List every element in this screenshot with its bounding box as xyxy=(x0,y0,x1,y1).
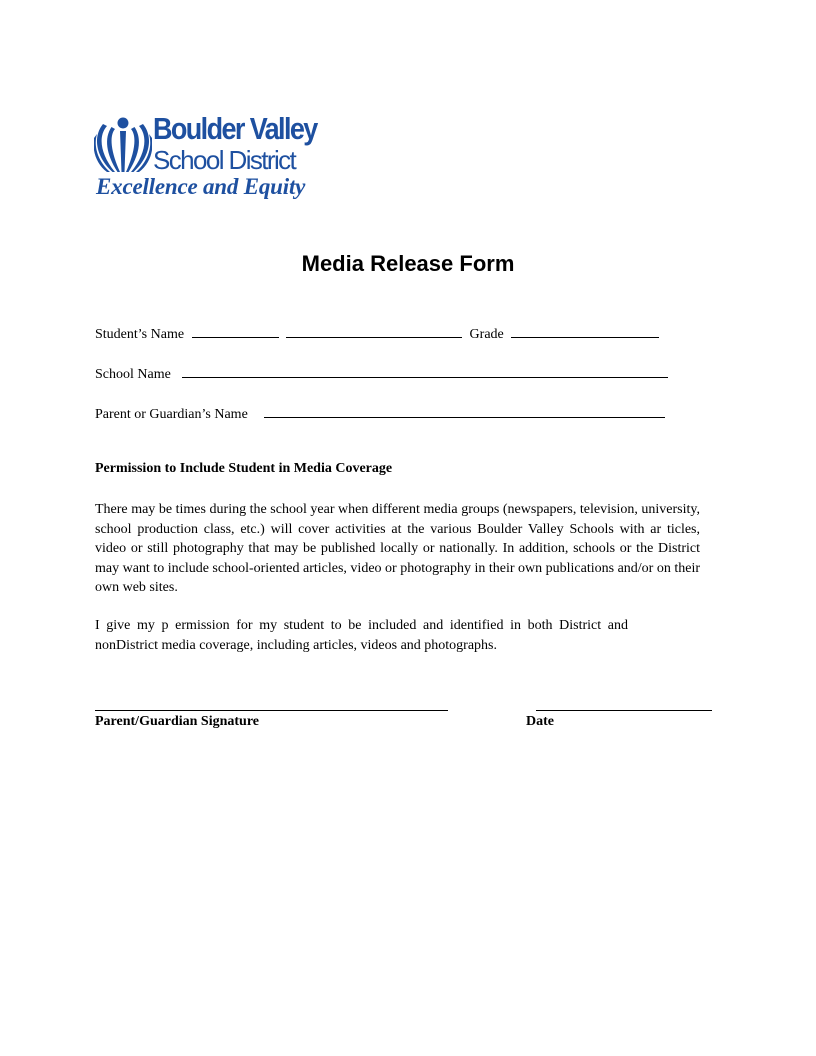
date-label: Date xyxy=(526,714,554,729)
parent-name-line[interactable] xyxy=(264,403,665,418)
student-row xyxy=(95,323,663,343)
grade-label: Grade xyxy=(469,327,504,342)
parent-row xyxy=(95,403,669,423)
media-paragraph: There may be times during the school year when different media groups (newspapers, television, university, school production class, etc.) will cover activities at the various Boulder Valley Schools with ar ticles, video or still photography that may be published locally or nationally. In addition, schools or the District may want to include school-oriented articles, video or photography in their own publications and/or on their own web sites. xyxy=(95,502,700,595)
bvsd-fan-logo-icon xyxy=(94,116,152,174)
student-last-name-line[interactable] xyxy=(286,323,462,338)
form-title: Media Release Form xyxy=(301,251,515,276)
logo-tagline: Excellence and Equity xyxy=(96,174,306,199)
signature-label: Parent/Guardian Signature xyxy=(95,714,260,729)
logo-district-name: Boulder Valley xyxy=(153,112,317,146)
permission-paragraph: I give my p ermission for my student to be included and identified in both District and nonDistrict media coverage, including articles, videos and photographs. xyxy=(95,618,628,653)
section-heading: Permission to Include Student in Media Coverage xyxy=(95,461,393,476)
school-row xyxy=(95,363,672,383)
grade-line[interactable] xyxy=(511,323,659,338)
student-name-label: Student’s Name xyxy=(95,327,185,342)
school-name-label: School Name xyxy=(95,367,171,382)
school-name-line[interactable] xyxy=(182,363,668,378)
signature-line[interactable] xyxy=(95,710,448,711)
logo-school-district: School District xyxy=(153,145,296,175)
student-first-name-line[interactable] xyxy=(192,323,279,338)
district-logo xyxy=(94,112,344,207)
parent-name-label: Parent or Guardian’s Name xyxy=(95,407,248,422)
date-line[interactable] xyxy=(536,710,712,711)
